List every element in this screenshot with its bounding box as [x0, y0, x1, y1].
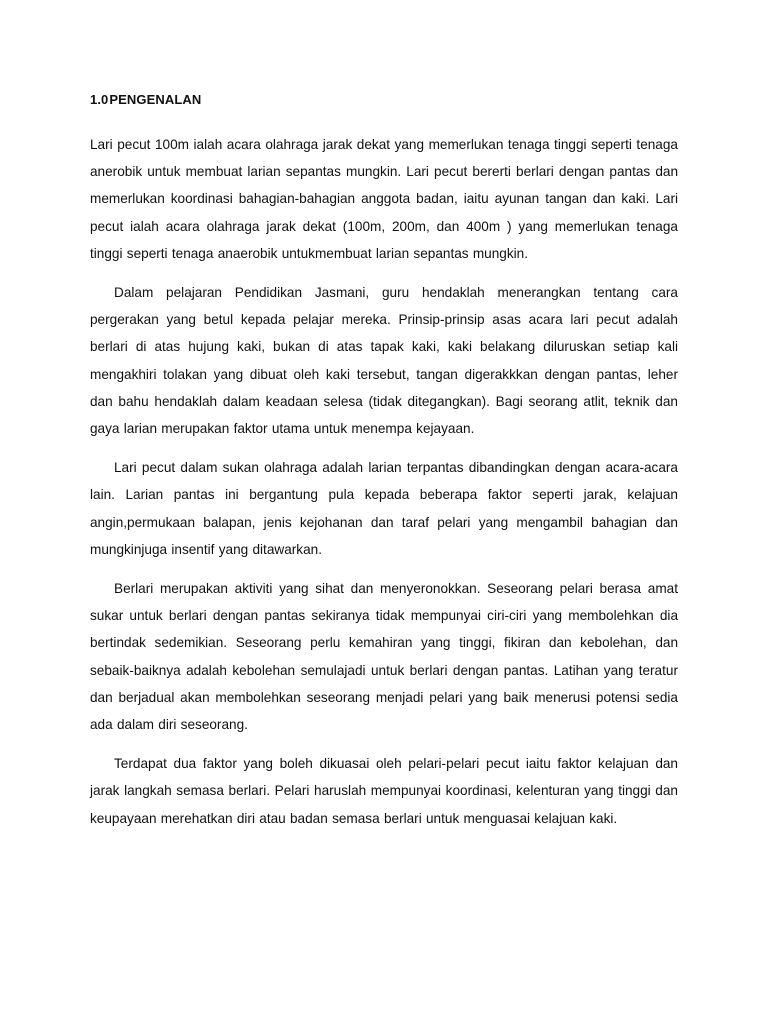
document-page [90, 91, 678, 844]
paragraph-intro: Lari pecut 100m ialah acara olahraga jarak dekat yang memerlukan tenaga tinggi seperti tenaga anerobik untuk membuat larian sepantas mungkin. Lari pecut bererti berlari dengan pantas dan memerlukan koordinasi bahagian-bahagian anggota badan, iaitu ayunan tangan dan kaki. Lari pecut ialah acara olahraga jarak dekat (100m, 200m, dan 400m ) yang memerlukan tenaga tinggi seperti tenaga anaerobik untukmembuat larian sepantas mungkin. [90, 137, 678, 261]
section-heading [90, 91, 678, 109]
paragraph-dua-faktor: Terdapat dua faktor yang boleh dikuasai oleh pelari-pelari pecut iaitu faktor kelajuan dan jarak langkah semasa berlari. Pelari haruslah mempunyai koordinasi, kelenturan yang tinggi dan keupayaan merehatkan diri atau badan semasa berlari untuk menguasai kelajuan kaki. [90, 756, 678, 826]
paragraph-faktor-larian: Lari pecut dalam sukan olahraga adalah larian terpantas dibandingkan dengan acara-acara lain. Larian pantas ini bergantung pula kepada beberapa faktor seperti jarak, kelajuan angin,permukaan balapan, jenis kejohanan dan taraf pelari yang mengambil bahagian dan mungkinjuga insentif yang ditawarkan. [90, 460, 678, 557]
paragraph-berlari: Berlari merupakan aktiviti yang sihat dan menyeronokkan. Seseorang pelari berasa amat sukar untuk berlari dengan pantas sekiranya tidak mempunyai ciri-ciri yang membolehkan dia bertindak sedemikian. Seseorang perlu kemahiran yang tinggi, fikiran dan kebolehan, dan sebaik-baiknya adalah kebolehan semulajadi untuk berlari dengan pantas. Latihan yang teratur dan berjadual akan membolehkan seseorang menjadi pelari yang baik menerusi potensi sedia ada dalam diri seseorang. [90, 581, 678, 733]
section-number: 1.0 [90, 92, 109, 107]
paragraph-pendidikan-jasmani: Dalam pelajaran Pendidikan Jasmani, guru hendaklah menerangkan tentang cara pergerakan yang betul kepada pelajar mereka. Prinsip-prinsip asas acara lari pecut adalah berlari di atas hujung kaki, bukan di atas tapak kaki, kaki belakang diluruskan setiap kali mengakhiri tolakan yang dibuat oleh kaki tersebut, tangan digerakkkan dengan pantas, leher dan bahu hendaklah dalam keadaan selesa (tidak ditegangkan). Bagi seorang atlit, teknik dan gaya larian merupakan faktor utama untuk menempa kejayaan. [90, 285, 678, 437]
section-title: PENGENALAN [109, 92, 202, 107]
